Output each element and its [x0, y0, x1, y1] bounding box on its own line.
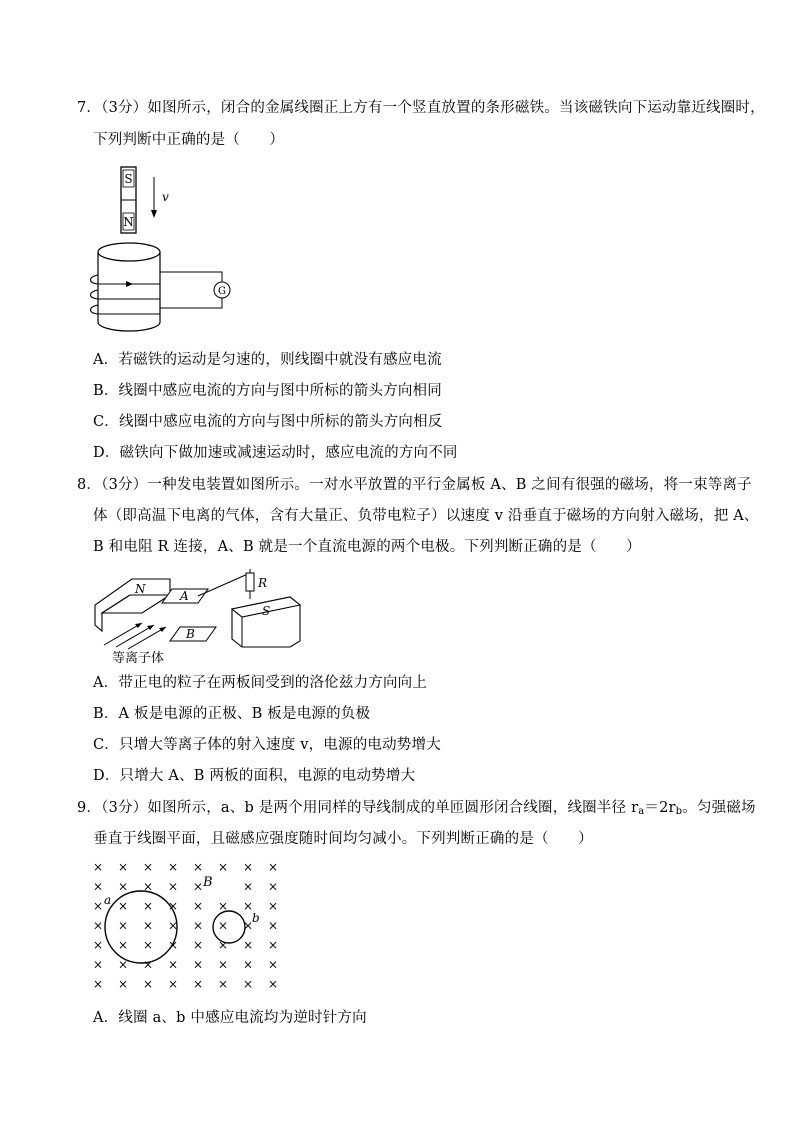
question-9-figure — [86, 856, 286, 996]
field-cross-mark: × — [92, 860, 104, 874]
plate-b-label: B — [186, 627, 195, 641]
question-number: 9． — [77, 800, 102, 816]
field-cross-mark: × — [192, 860, 204, 874]
field-cross-mark: × — [142, 957, 154, 972]
question-score: （3分） — [101, 477, 148, 493]
field-cross-mark: × — [242, 938, 254, 952]
question-9-stem-line-1 — [77, 798, 756, 818]
field-cross-mark: × — [117, 938, 129, 952]
coil-a-label: a — [104, 893, 112, 907]
field-cross-mark: × — [267, 899, 279, 913]
field-cross-mark: × — [167, 977, 179, 991]
field-cross-mark: × — [92, 938, 104, 952]
field-cross-mark: × — [267, 957, 279, 972]
velocity-arrow-head — [151, 210, 157, 218]
circuit-wire-bottom — [160, 298, 222, 308]
field-cross-mark: × — [92, 879, 104, 894]
plate-a-label: A — [180, 589, 189, 603]
question-7-figure — [86, 162, 246, 340]
field-cross-mark: × — [167, 918, 179, 933]
field-cross-mark: × — [267, 977, 279, 991]
question-8-option-b[interactable]: B．A 板是电源的正极、B 板是电源的负极 — [93, 706, 371, 722]
question-text: 如图所示，a、b 是两个用同样的导线制成的单匝圆形闭合线圈，线圈半径 r — [147, 800, 639, 816]
resistor-label: R — [258, 576, 268, 590]
field-cross-mark: × — [92, 899, 104, 913]
field-label: B — [203, 875, 213, 890]
question-7-option-a[interactable]: A．若磁铁的运动是匀速的，则线圈中就没有感应电流 — [93, 352, 442, 368]
question-8-stem-line-2: 体（即高温下电离的气体，含有大量正、负带电粒子）以速度 v 沿垂直于磁场的方向射入磁场，把 A、 — [93, 508, 759, 524]
field-cross-mark: × — [142, 899, 154, 913]
question-text: 一种发电装置如图所示。一对水平放置的平行金属板 A、B 之间有很强的磁场，将一束等离子 — [147, 477, 752, 493]
field-cross-mark: × — [142, 860, 154, 874]
question-score: （3分） — [101, 800, 148, 816]
question-7-option-d[interactable]: D．磁铁向下做加速或减速运动时，感应电流的方向不同 — [93, 445, 458, 461]
plasma-arrow-3 — [128, 627, 166, 649]
field-cross-mark: × — [267, 918, 279, 933]
field-cross-mark: × — [142, 918, 154, 933]
field-cross-mark: × — [242, 918, 254, 933]
field-cross-mark: × — [117, 977, 129, 991]
field-cross-mark: × — [142, 938, 154, 952]
question-8-option-d[interactable]: D．只增大 A、B 两板的面积，电源的电动势增大 — [93, 768, 416, 784]
plasma-arrow-2 — [116, 625, 154, 647]
field-cross-mark: × — [192, 899, 204, 913]
question-score: （3分） — [101, 100, 148, 116]
question-text: 如图所示，闭合的金属线圈正上方有一个竖直放置的条形磁铁。当该磁铁向下运动靠近线圈时， — [147, 100, 765, 116]
field-cross-mark: × — [217, 957, 229, 972]
field-cross-mark: × — [192, 977, 204, 991]
question-7-stem-line-1 — [77, 98, 765, 118]
field-cross-mark: × — [242, 899, 254, 913]
radius-subscript-a: a — [638, 806, 645, 817]
field-cross-mark: × — [217, 860, 229, 874]
question-9-option-a[interactable]: A．线圈 a、b 中感应电流均为逆时针方向 — [93, 1010, 367, 1026]
plasma-arrow-1-head — [135, 623, 142, 628]
field-cross-mark: × — [267, 860, 279, 874]
field-cross-mark: × — [217, 938, 229, 952]
field-cross-mark: × — [167, 938, 179, 952]
field-cross-mark: × — [267, 938, 279, 952]
plasma-caption: 等离子体 — [112, 651, 165, 665]
question-8-option-c[interactable]: C．只增大等离子体的射入速度 v，电源的电动势增大 — [93, 737, 441, 753]
field-cross-mark: × — [92, 977, 104, 991]
field-cross-mark: × — [167, 899, 179, 913]
pole-s-label: S — [262, 604, 271, 618]
coil-cylinder-body — [98, 252, 160, 331]
field-cross-mark: × — [92, 957, 104, 972]
question-8-figure — [90, 565, 310, 665]
question-8-stem-line-3: B 和电阻 R 连接，A、B 就是一个直流电源的两个电极。下列判断正确的是（ ） — [93, 539, 641, 555]
question-number: 7． — [77, 100, 102, 116]
field-cross-mark: × — [167, 860, 179, 874]
coil-cylinder-top — [98, 243, 160, 261]
field-cross-mark: × — [142, 879, 154, 894]
field-cross-mark: × — [242, 879, 254, 894]
question-text-end: 。匀强磁场 — [682, 800, 756, 816]
question-7-stem-line-2: 下列判断中正确的是（ ） — [93, 132, 285, 148]
magnet-pole-s: S — [124, 172, 133, 186]
field-cross-mark: × — [142, 977, 154, 991]
field-cross-mark: × — [242, 860, 254, 874]
coil-b-label: b — [252, 911, 260, 925]
velocity-label: v — [162, 190, 169, 204]
pole-n-label: N — [135, 582, 146, 596]
question-7-option-b[interactable]: B．线圈中感应电流的方向与图中所标的箭头方向相同 — [93, 383, 442, 399]
field-cross-mark: × — [117, 860, 129, 874]
radius-relation: ＝2r — [644, 800, 676, 816]
circuit-wire-top — [160, 272, 222, 282]
question-8-option-a[interactable]: A．带正电的粒子在两板间受到的洛伦兹力方向向上 — [93, 675, 428, 691]
galvanometer-label: G — [218, 286, 226, 297]
field-cross-mark: × — [167, 879, 179, 894]
field-cross-mark: × — [117, 918, 129, 933]
field-cross-mark: × — [92, 918, 104, 933]
field-cross-mark: × — [217, 918, 229, 933]
plasma-arrow-3-head — [159, 627, 166, 632]
field-cross-mark: × — [192, 938, 204, 952]
question-8-stem-line-1 — [77, 475, 752, 495]
magnet-pole-n: N — [123, 215, 134, 229]
question-7-option-c[interactable]: C．线圈中感应电流的方向与图中所标的箭头方向相反 — [93, 414, 443, 430]
field-cross-mark: × — [217, 899, 229, 913]
field-cross-mark: × — [117, 879, 129, 894]
question-number: 8． — [77, 477, 102, 493]
question-9-stem-line-2: 垂直于线圈平面，且磁感应强度随时间均匀减小。下列判断正确的是（ ） — [93, 831, 593, 847]
field-cross-mark: × — [192, 918, 204, 933]
magnetic-field-cross-grid — [93, 860, 278, 991]
plasma-arrow-1 — [104, 623, 142, 645]
field-cross-mark: × — [192, 879, 204, 894]
field-cross-mark: × — [267, 879, 279, 894]
plasma-arrow-2-head — [147, 625, 154, 630]
field-cross-mark: × — [242, 957, 254, 972]
coil-a — [105, 891, 177, 963]
field-cross-mark: × — [117, 899, 129, 913]
field-cross-mark: × — [192, 957, 204, 972]
field-cross-mark: × — [167, 957, 179, 972]
field-cross-mark: × — [117, 957, 129, 972]
resistor — [246, 573, 254, 591]
field-cross-mark: × — [217, 977, 229, 991]
field-cross-mark: × — [242, 977, 254, 991]
radius-subscript-b: b — [675, 806, 683, 817]
